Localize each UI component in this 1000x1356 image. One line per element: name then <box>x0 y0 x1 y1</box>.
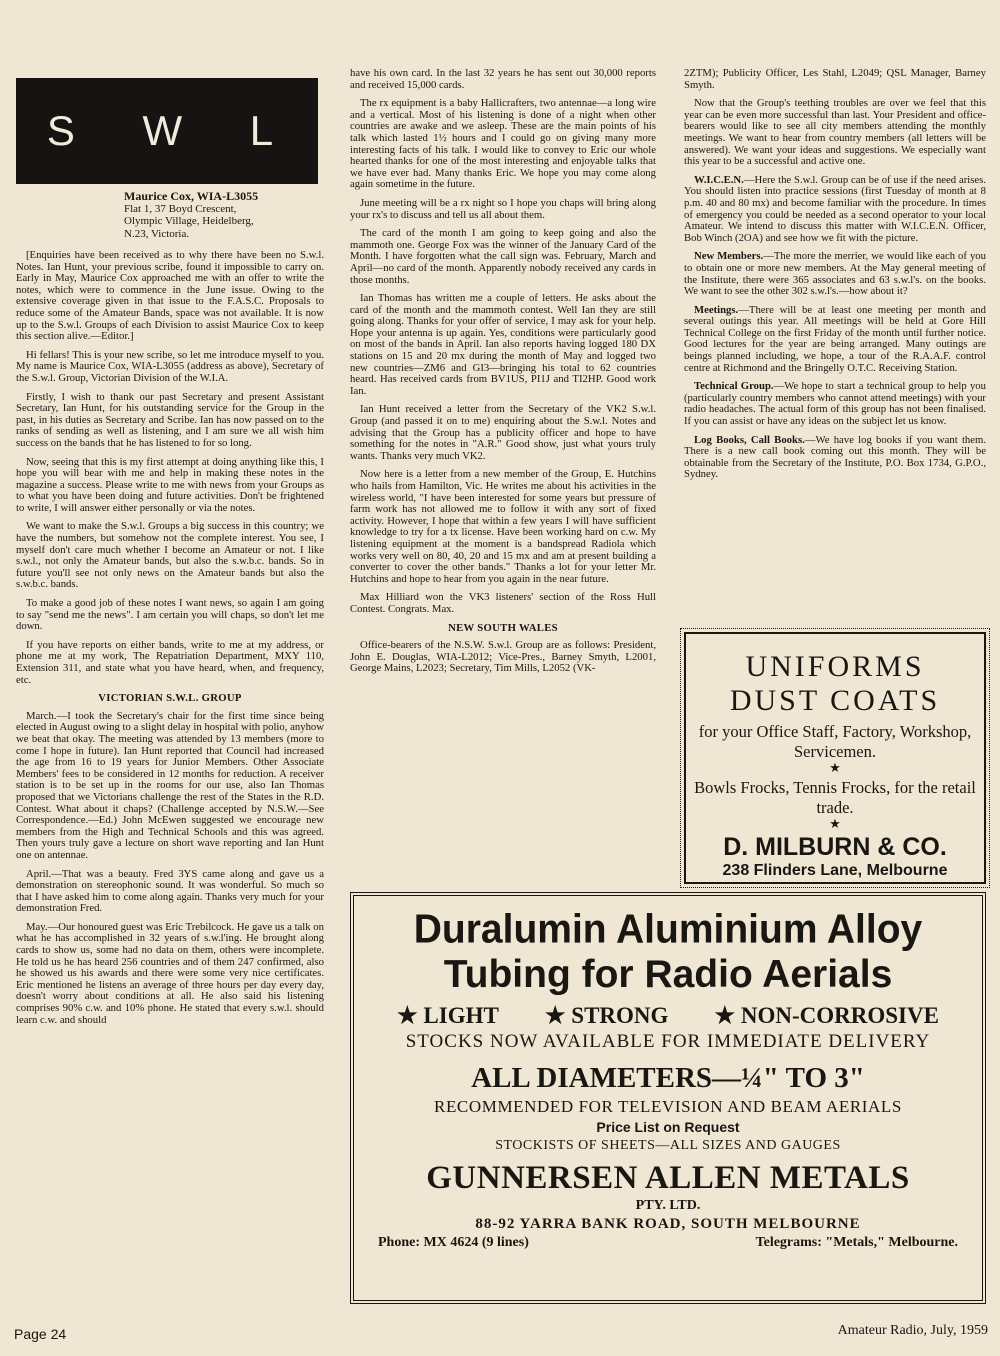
paragraph: Max Hilliard won the VK3 listeners' section of the Ross Hull Contest. Congrats. Max. <box>350 591 656 615</box>
paragraph: We want to make the S.w.l. Groups a big success in this country; we have the numbers, but somehow not the complete interest. You see, I myself don't care much whether I become an Amateur or not. I like s.w.l., not only the Amateur bands, but also the s.w.b.c. bands. So in future you'll see not only news on the Amateur bands but also the s.w.b.c. bands. <box>16 520 324 591</box>
paragraph-lead: Meetings. <box>694 303 739 316</box>
ad-address: 88-92 YARRA BANK ROAD, SOUTH MELBOURNE <box>475 1216 861 1232</box>
paragraph: Ian Hunt received a letter from the Secretary of the VK2 S.w.l. Group (and passed it on to me) enquiring about the S.w.l. Notes and advising that the Group has a publicity officer and hope to have something for the notes in "A.R." Good show, just what yours truly wants. Thanks very much VK2. <box>350 403 656 462</box>
ad-headline: ALL DIAMETERS—¼" TO 3" <box>471 1062 865 1094</box>
ad-text: Price List on Request <box>596 1119 740 1135</box>
section-heading: VICTORIAN S.W.L. GROUP <box>98 692 242 705</box>
ad-features <box>354 1002 982 1030</box>
paragraph-body: —The more the merrier, we would like each of you to obtain one or more new members. At the May general meeting of the Institute, there were 365 associates and 63 s.w.l's. on the books. We want to see the other 302 s.w.l's.—how about it? <box>684 250 986 298</box>
paragraph: May.—Our honoured guest was Eric Trebilcock. He gave us a talk on what he has accomplished in 32 years of s.w.l'ing. He brought along cards to show us, some had no data on them, others were incomplete. He told us he has heard 256 countries and of them 247 confirmed, also he showed us his awards and there were some very nice certificates. Eric mentioned he listens an average of three hours per day every day, doesn't worry about conditions at all. He also said his listening comprises 90% c.w. and 10% phone. He stated that every s.w.l. should learn c.w. and should <box>16 920 324 1026</box>
ad-headline: UNIFORMS <box>745 650 925 683</box>
paragraph: The card of the month I am going to keep going and also the mammoth one. George Fox was the winner of the January Card of the Month. I have forgotten what the call sign was. February, March and April—no card of the month. Apparently nobody received any cards in those months. <box>350 227 656 286</box>
ad-text: Bowls Frocks, Tennis Frocks, for the retail trade. <box>694 778 976 817</box>
paragraph <box>684 175 986 245</box>
paragraph-body: —We have log books if you want them. There is a new call book coming out this month. They will be obtainable from the Secretary of the Institute, P.O. Box 1734, G.P.O., Sydney. <box>684 433 987 481</box>
ad-text: for your Office Staff, Factory, Workshop, Servicemen. <box>698 722 972 761</box>
ad-feature: ★ STRONG <box>544 1003 669 1028</box>
uniforms-advertisement <box>684 632 986 884</box>
ad-headline: Duralumin Aluminium Alloy <box>413 906 923 953</box>
ad-company: GUNNERSEN ALLEN METALS <box>426 1160 910 1196</box>
paragraph: Now here is a letter from a new member of the Group, E. Hutchins who hails from Hamilton, Vic. He writes me about his activities in the wireless world, "I have been interested for some years but pressure of farm work has not allowed me to follow it with any sort of fixed activity. However, I hope that within a few years I will have sufficient knowledge to try for a tx license. Have been working hard on c.w. My listening equipment at the moment is a bandspread Radiola which works very well on 80, 40, 20 and 15 mx and am at present building a converter to cover the other bands." Thanks a lot for your letter Mr. Hutchins and hope to hear from you again in the near future. <box>350 468 656 585</box>
paragraph: The rx equipment is a baby Hallicrafters, two antennae—a long wire and a vertical. Most of his listening is done of a night when other countries are awake and we asleep. These are the main points of his talk which lasted 1½ hours and I could go on giving many more interesting facts of his talk. I would like to convey to Eric our whole hearted thanks for one of the most interesting and enjoyable talks that we have ever had. Many thanks Eric. We hope you may come along again sometime in the future. <box>350 97 656 191</box>
paragraph <box>684 305 986 375</box>
paragraph: To make a good job of these notes I want news, so again I am going to say "send me the news". I am certain you will chaps, so don't let me down. <box>16 597 324 633</box>
ad-company: D. MILBURN & CO. <box>723 833 947 861</box>
page-number: Page 24 <box>14 1326 67 1342</box>
address-line: Flat 1, 37 Boyd Crescent, <box>124 202 237 215</box>
ad-contact <box>354 1234 982 1252</box>
paragraph: March.—I took the Secretary's chair for the first time since being elected in August owing to a slight delay in hospital with polio, anyhow we beat that okay. The meeting was attended by 13 members (more to come I hope in future). Ian Hunt reported that Council had increased the age from 16 to 19 years for Junior Members. Other Associate Members' fees to be considered in 12 months for reduction. A receiver station is to be set up in the rooms for our use, also Ian Thomas proposed that we Victorians challenge the rest of the States in the R.D. Contest. What about it chaps? (Challenge accepted by N.S.W.—See Correspondence.—Ed.) John McEwen suggested we encourage new members from the High and Technical Schools and this was agreed. Then yours truly gave a lecture on short wave reporting and Ian Hunt one on antennae. <box>16 709 324 861</box>
star-icon: ★ <box>829 760 841 775</box>
paragraph: Firstly, I wish to thank our past Secretary and present Assistant Secretary, Ian Hunt, for his outstanding service for the Group in the past, in his duties as Secretary and Scribe. Ian has now passed on to the ranks of sending as well as listening, and I am sure we all wish him success on the bands that he has listened to for so long. <box>16 390 324 449</box>
paragraph-lead: New Members. <box>694 250 764 263</box>
ad-text: STOCKS NOW AVAILABLE FOR IMMEDIATE DELIVERY <box>405 1031 931 1052</box>
paragraph: have his own card. In the last 32 years he has sent out 30,000 reports and received 15,000 cards. <box>350 67 656 91</box>
paragraph: Office-bearers of the N.S.W. S.w.l. Group are as follows: President, John E. Douglas, WIA-L2012; Vice-Pres., Barney Smyth, L2001, George Mains, L2023; Secretary, Tim Mills, L2052 (VK- <box>350 639 656 675</box>
paragraph <box>684 381 986 427</box>
paragraph <box>684 251 986 297</box>
ad-headline: Tubing for Radio Aerials <box>443 953 893 996</box>
ad-headline: DUST COATS <box>729 684 941 717</box>
ad-feature: ★ NON-CORROSIVE <box>714 1003 939 1028</box>
star-icon: ★ <box>829 816 841 831</box>
ad-text: PTY. LTD. <box>635 1198 701 1213</box>
paragraph: Now that the Group's teething troubles are over we feel that this year can be even more successful than last. Your President and office-bearers would like to see all city members attending the monthly meetings. We want to hear from country members (all letters will be answered). We want your ideas and suggestions. We especially want this year to be a successful and active one. <box>684 97 986 168</box>
paragraph-lead: Log Books, Call Books. <box>694 433 805 446</box>
paragraph-body: —There will be at least one meeting per month and several outings this year. All meetings will be held at Gore Hill Technical College on the first Friday of the month until further notice. Good lectures for the year are being arranged. Many outings are beings planned including, we hope, a tour of the R.A.A.F. control centre at Richmond and the Bringelly O.T.C. Receiving Station. <box>684 303 986 374</box>
paragraph-lead: Technical Group. <box>694 380 774 393</box>
paragraph-body: —Here the S.w.l. Group can be of use if the need arises. You should listen into practice sessions (first Tuesday of month at 8 p.m. 40 and 80 mx) and become familiar with the procedure. In times of emergency you could be needed as a second operator to your local Amateur. We intend to discuss this matter with W.I.C.E.N. Officer, Bob Winch (2OA) and see how we fit with the picture. <box>684 173 986 244</box>
paragraph: Now, seeing that this is my first attempt at doing anything like this, I hope you will bear with me and help in making these notes in the magazine a success. Please write to me with news from your Groups as to what you have been doing and future activities. Don't be frightened to write, I will answer either personally or via the notes. <box>16 455 324 514</box>
duralumin-advertisement <box>350 892 986 1304</box>
ad-address: 238 Flinders Lane, Melbourne <box>722 862 948 879</box>
section-title: S W L <box>46 107 302 154</box>
section-heading: NEW SOUTH WALES <box>448 621 558 634</box>
ad-text: STOCKISTS OF SHEETS—ALL SIZES AND GAUGES <box>495 1138 841 1153</box>
paragraph: Ian Thomas has written me a couple of letters. He asks about the card of the month and the mammoth contest. Well Ian they are still going along. Thanks for your offer of service, I may ask for your help. Hope your antenna is up again. Yes, conditions were particularly good on most of the bands in April. Ian also reports having logged 180 DX stations on 15 and 20 mx during the month of May and logged two new countries—ZM6 and GI3—bringing his total to 62 countries heard. Has received cards from BV1US, PI1J and TI2HP. Good work Ian. <box>350 292 656 397</box>
paragraph: April.—That was a beauty. Fred 3YS came along and gave us a demonstration on stereophonic sound. It was wonderful. So much so that I have asked him to come along again. Thanks very much for your demonstration Fred. <box>16 867 324 915</box>
paragraph: June meeting will be a rx night so I hope you chaps will bring along your rx's to discuss and tell us all about them. <box>350 196 656 221</box>
author-name: Maurice Cox, WIA-L3055 <box>124 189 259 203</box>
paragraph <box>684 435 986 481</box>
ad-text: RECOMMENDED FOR TELEVISION AND BEAM AERIALS <box>434 1097 902 1116</box>
address-line: Olympic Village, Heidelberg, <box>124 215 254 227</box>
paragraph: Hi fellars! This is your new scribe, so let me introduce myself to you. My name is Maurice Cox, WIA-L3055 (address as above), Secretary of the S.w.l. Group, Victorian Division of the W.I.A. <box>16 348 324 384</box>
paragraph: 2ZTM); Publicity Officer, Les Stahl, L2049; QSL Manager, Barney Smyth. <box>684 67 986 91</box>
paragraph: If you have reports on either bands, write to me at my address, or phone me at my work, The Repatriation Department, MXY 110, Extension 311, and state what you have heard, when, and frequency, etc. <box>16 638 324 686</box>
column-1 <box>16 190 324 1033</box>
section-banner <box>16 78 318 184</box>
editor-intro: [Enquiries have been received as to why there have been no S.w.l. Notes. Ian Hunt, your previous scribe, found it impossible to carry on. Early in May, Maurice Cox approached me with an offer to write the notes, which were to commence in the June issue. Owing to the extensive coverage given in that issue to the F.A.S.C. Proposals to reduce some of the Amateur Bands, space was not available. It is now up to the S.w.l. Groups of each Division to assist Maurice Cox to keep this section alive.—Editor.] <box>16 249 324 343</box>
column-3 <box>684 68 986 488</box>
column-2 <box>350 68 656 682</box>
publication-info: Amateur Radio, July, 1959 <box>837 1323 988 1338</box>
ad-phone: Phone: MX 4624 (9 lines) <box>378 1235 529 1250</box>
paragraph-lead: W.I.C.E.N. <box>694 173 744 186</box>
ad-telegrams: Telegrams: "Metals," Melbourne. <box>755 1235 958 1250</box>
paragraph-body: —We hope to start a technical group to help you (particularly country members who cannot attend meetings) with your radio headaches. The actual form of this group has not been finalised. If you can assist or have any ideas on the subject let us know. <box>684 380 986 428</box>
address-line: N.23, Victoria. <box>124 227 190 240</box>
ad-feature: ★ LIGHT <box>397 1003 499 1028</box>
